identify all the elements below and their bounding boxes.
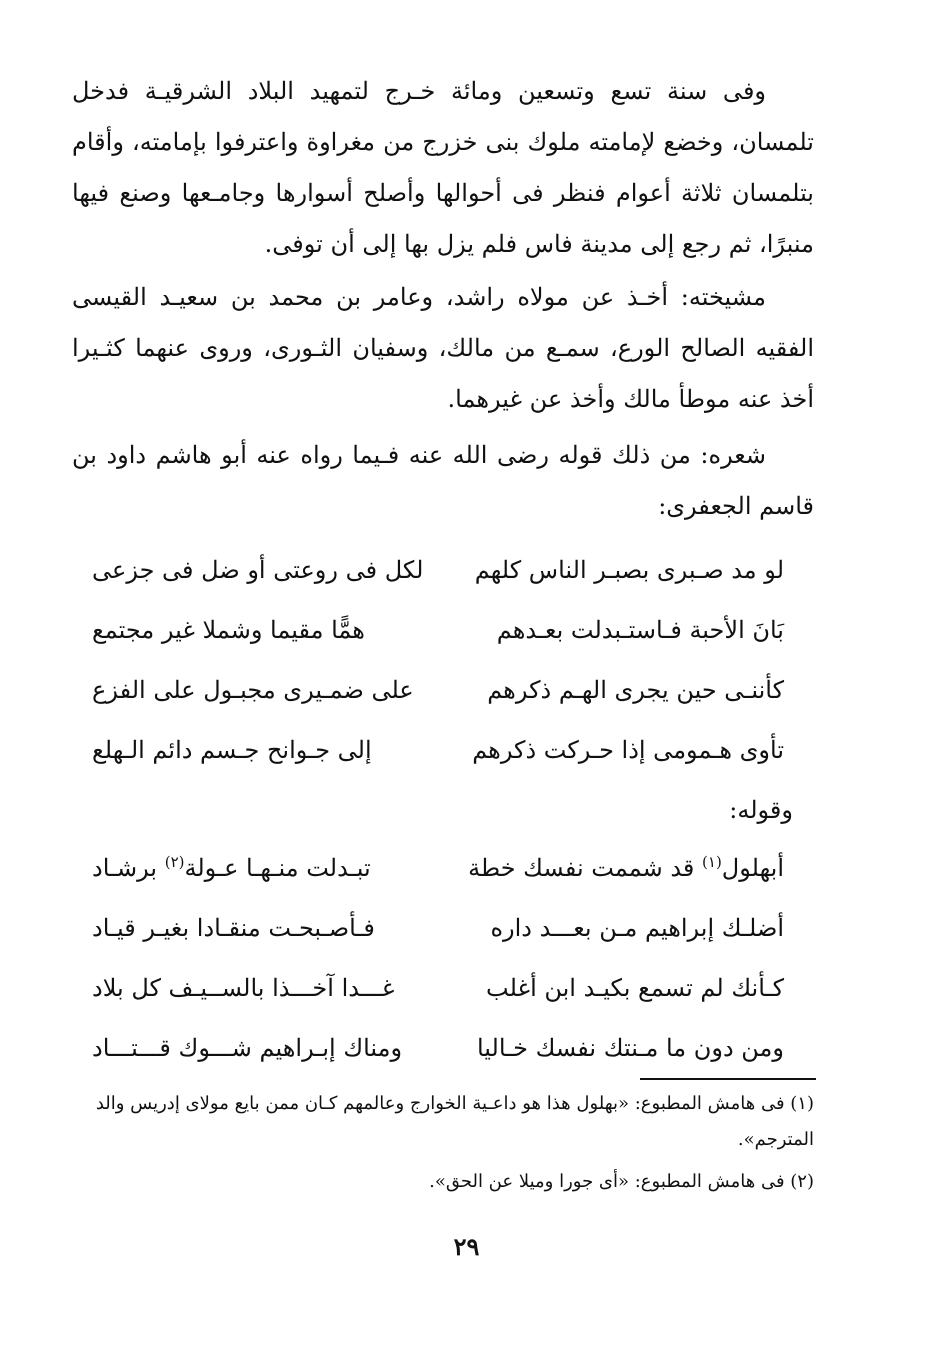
verse-first-hemistich: تأوى هـمومى إذا حـركت ذكرهم [472,736,784,764]
verse-second-hemistich: ومناك إبـراهيم شـــوك قـــتـــاد [92,1034,403,1062]
verse-second-hemistich: لكل فى روعتى أو ضل فى جزعى [92,556,424,584]
verse-text: برشـاد [92,854,165,882]
page-number: ٢٩ [453,1232,480,1261]
verse-text: أبهلول [721,854,784,882]
verse-second-hemistich [92,848,371,888]
footnote-2: (٢) فى هامش المطبوع: «أى جورا وميلا عن الحق». [429,1171,814,1192]
poem-heading: وقوله: [729,796,793,824]
verse-second-hemistich: على ضمـيرى مجبـول على الفزع [92,676,414,704]
verse-first-hemistich: كأننـى حين يجرى الهـم ذكرهم [487,676,784,704]
verse-line [72,610,814,650]
verse-second-hemistich: همًّا مقيما وشملا غير مجتمع [92,616,365,644]
verse-second-hemistich: إلى جـوانح جـسم دائم الـهلع [92,736,372,764]
verse-text: تبـدلت منـهـا عـولة [184,854,371,882]
verse-first-hemistich: ومن دون ما مـنتك نفسك خـاليا [476,1034,784,1062]
verse-line [72,730,814,770]
verse-line [72,1028,814,1068]
footnote-marker: (١) [702,853,722,871]
paragraph-teachers-text: مشيخته: أخـذ عن مولاه راشد، وعامر بن محمد بن سعيـد القيسى الفقيه الصالح الورع، سمـع من مالك، وسفيان الثـورى، وروى عنهما كثـيرا أخذ عنه موطأ مالك وأخذ عن غيرهما. [72,283,814,413]
verse-line [72,670,814,710]
verse-first-hemistich: لو مد صـبرى بصبـر الناس كلهم [474,556,784,584]
verse-first-hemistich [468,848,784,888]
verse-first-hemistich: أضلـك إبراهيم مـن بعـــد داره [490,914,784,942]
verse-first-hemistich: كـأنك لم تسمع بكيـد ابن أغلب [486,974,784,1002]
verse-second-hemistich: فـأصـبحـت منقـادا بغيـر قيـاد [92,914,375,942]
paragraph-history-text: وفى سنة تسع وتسعين ومائة خـرج لتمهيد البلاد الشرقيـة فدخل تلمسان، وخضع لإمامته ملوك بنى خزرج من مغراوة واعترفوا بإمامته، وأقام بتلمسان ثلاثة أعوام فنظر فى أحوالها وأصلح أسوارها وجامـعها وصنع فيها منبرًا، ثم رجع إلى مدينة فاس فلم يزل بها إلى أن توفى. [72,77,814,258]
paragraph-teachers [72,272,814,425]
verse-second-hemistich: غـــدا آخـــذا بالســيـف كل بلاد [92,974,395,1002]
verse-line [72,968,814,1008]
verse-text: قد شممت نفسك خطة [468,854,703,882]
verse-line [72,848,814,888]
footnote-marker: (٢) [164,853,185,871]
footnote-divider [640,1078,816,1080]
paragraph-poetry-intro-text: شعره: من ذلك قوله رضى الله عنه فـيما رواه عنه أبو هاشم داود بن قاسم الجعفرى: [72,441,814,520]
paragraph-history [72,66,814,270]
verse-line [72,908,814,948]
footnote-1: (١) فى هامش المطبوع: «بهلول هذا هو داعـية الخوارج وعالمهم كـان ممن بايع مولاى إدريس والد المترجم». [95,1093,814,1150]
verse-first-hemistich: بَانَ الأحبة فـاستـبدلت بعـدهم [496,616,784,644]
paragraph-poetry-intro [72,430,814,532]
verse-line [72,550,814,590]
